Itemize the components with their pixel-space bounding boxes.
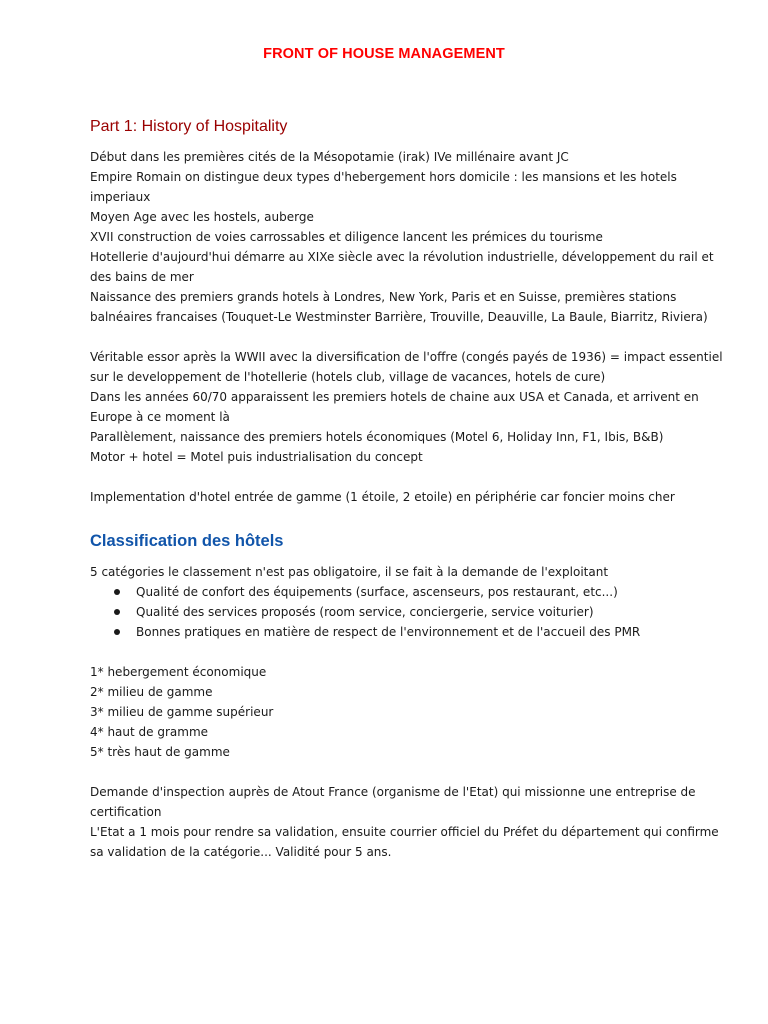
- text-line: sa validation de la catégorie... Validité pour 5 ans.: [90, 845, 392, 859]
- bullet-icon: [114, 589, 120, 595]
- text-line: Hotellerie d'aujourd'hui démarre au XIXe siècle avec la révolution industrielle, développement du rail et: [90, 250, 714, 264]
- criteria-list: [90, 582, 690, 642]
- text-line: Début dans les premières cités de la Mésopotamie (irak) IVe millénaire avant JC: [90, 150, 569, 164]
- list-item: [90, 602, 690, 622]
- level-line: 2* milieu de gamme: [90, 685, 213, 699]
- text-line: sur le developpement de l'hotellerie (hotels club, village de vacances, hotels de cure): [90, 370, 606, 384]
- classification-heading: Classification des hôtels: [90, 532, 284, 550]
- level-line: 5* très haut de gamme: [90, 745, 230, 759]
- list-item: [90, 622, 690, 642]
- text-line: Moyen Age avec les hostels, auberge: [90, 210, 314, 224]
- text-line: Empire Romain on distingue deux types d'hebergement hors domicile : les mansions et les hotels: [90, 170, 677, 184]
- list-item-text: Qualité de confort des équipements (surface, ascenseurs, pos restaurant, etc...): [136, 585, 618, 599]
- text-line: Véritable essor après la WWII avec la diversification de l'offre (congés payés de 1936) = impact essentiel: [90, 350, 723, 364]
- text-line: Parallèlement, naissance des premiers hotels économiques (Motel 6, Holiday Inn, F1, Ibis, B&B): [90, 430, 664, 444]
- list-item: [90, 582, 690, 602]
- bullet-icon: [114, 629, 120, 635]
- bullet-icon: [114, 609, 120, 615]
- level-line: 3* milieu de gamme supérieur: [90, 705, 274, 719]
- text-line: des bains de mer: [90, 270, 194, 284]
- classification-intro: 5 catégories le classement n'est pas obligatoire, il se fait à la demande de l'exploitant: [90, 565, 609, 579]
- text-line: Implementation d'hotel entrée de gamme (1 étoile, 2 etoile) en périphérie car foncier moins cher: [90, 490, 675, 504]
- level-line: 4* haut de gramme: [90, 725, 209, 739]
- part1-heading: Part 1: History of Hospitality: [90, 118, 288, 135]
- text-line: L'Etat a 1 mois pour rendre sa validation, ensuite courrier officiel du Préfet du département qui confirme: [90, 825, 719, 839]
- levels-list: [90, 662, 719, 862]
- part1-paragraph-a: [90, 147, 723, 507]
- text-line: Demande d'inspection auprès de Atout France (organisme de l'Etat) qui missionne une entreprise de: [90, 785, 696, 799]
- list-item-text: Qualité des services proposés (room service, conciergerie, service voiturier): [136, 605, 594, 619]
- text-line: Motor + hotel = Motel puis industrialisation du concept: [90, 450, 423, 464]
- document-title: FRONT OF HOUSE MANAGEMENT: [263, 46, 505, 62]
- classification-intro-block: [90, 562, 690, 582]
- level-line: 1* hebergement économique: [90, 665, 267, 679]
- text-line: Dans les années 60/70 apparaissent les premiers hotels de chaine aux USA et Canada, et arrivent en: [90, 390, 699, 404]
- text-line: balnéaires francaises (Touquet-Le Westminster Barrière, Trouville, Deauville, La Baule, Biarritz, Riviera): [90, 310, 708, 324]
- text-line: imperiaux: [90, 190, 151, 204]
- text-line: Naissance des premiers grands hotels à Londres, New York, Paris et en Suisse, premières stations: [90, 290, 677, 304]
- list-item-text: Bonnes pratiques en matière de respect de l'environnement et de l'accueil des PMR: [136, 625, 641, 639]
- text-line: Europe à ce moment là: [90, 410, 230, 424]
- text-line: XVII construction de voies carrossables et diligence lancent les prémices du tourisme: [90, 230, 603, 244]
- text-line: certification: [90, 805, 162, 819]
